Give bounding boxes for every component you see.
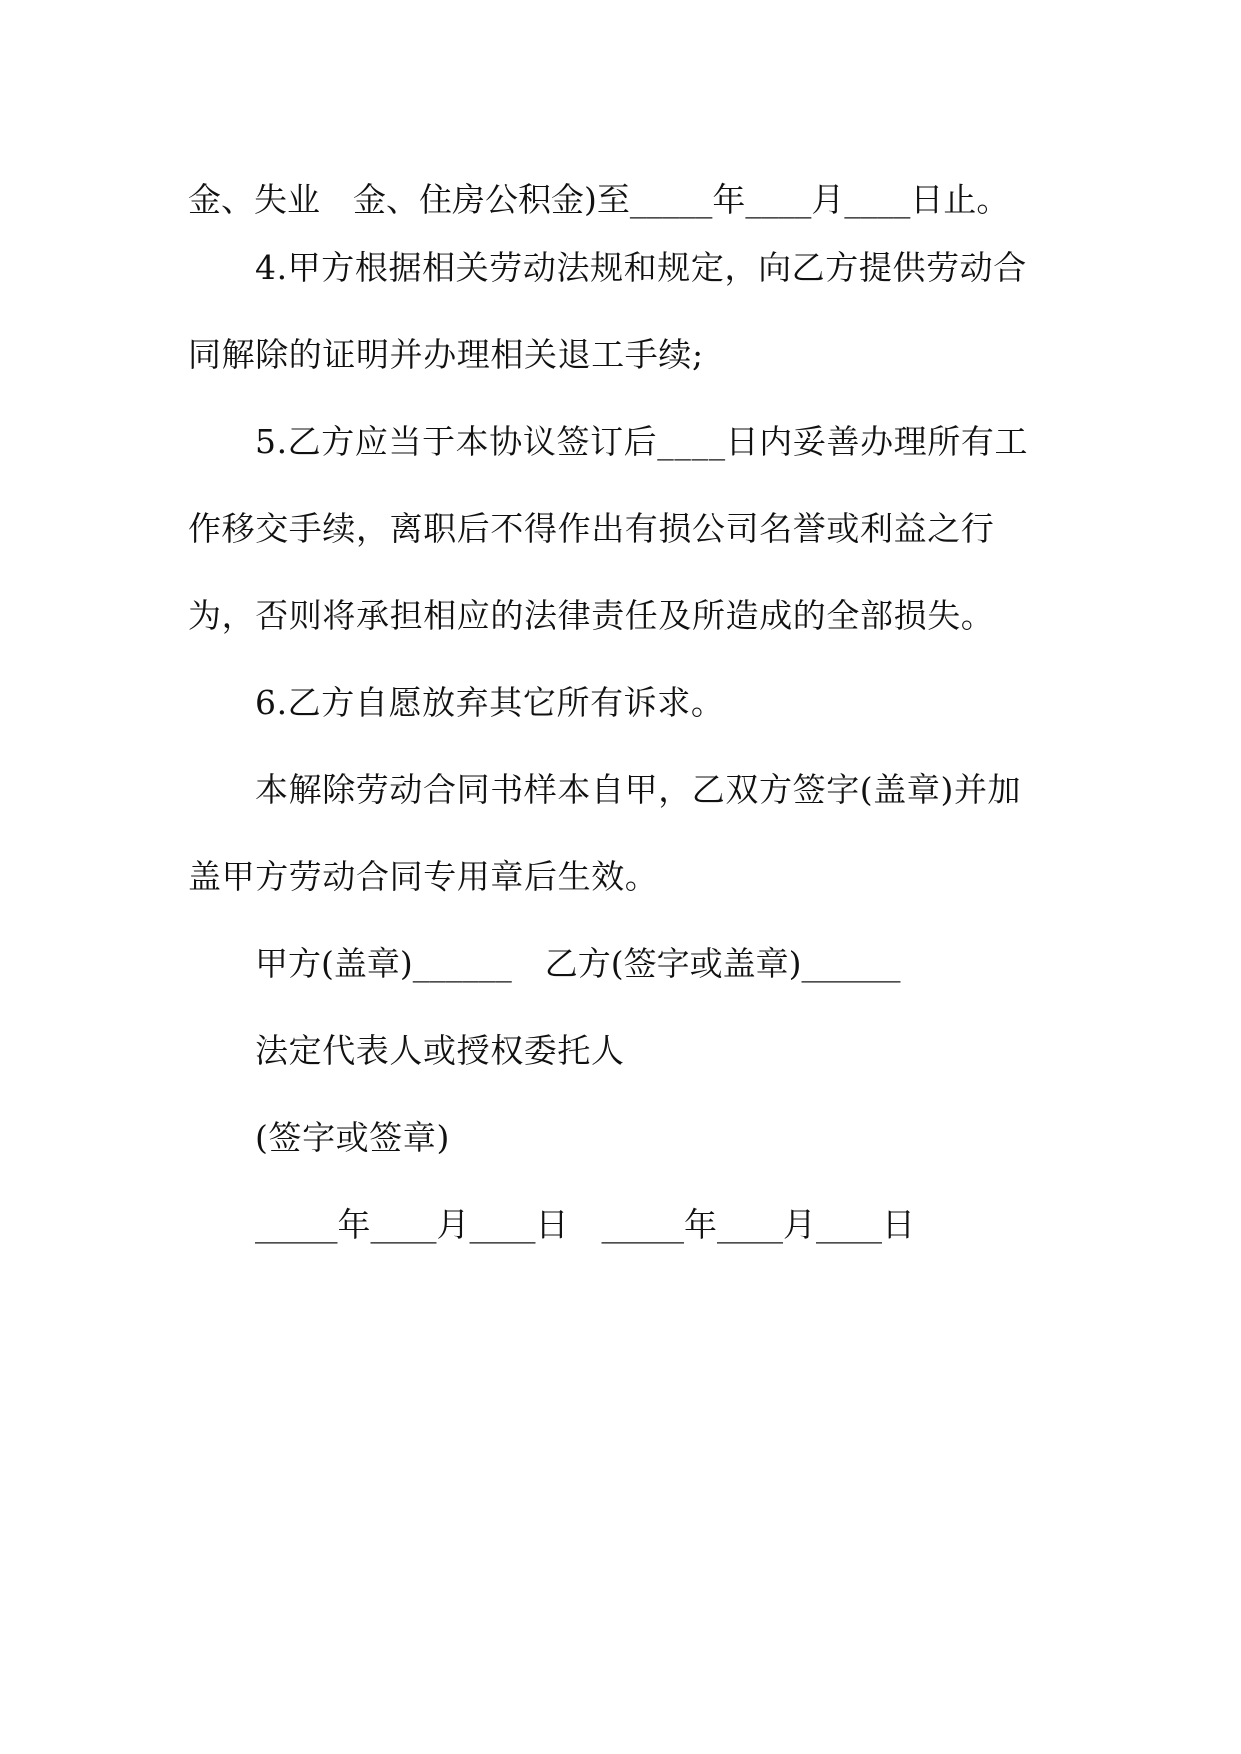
- signature-parties-line: 甲方(盖章)______ 乙方(签字或盖章)______: [255, 944, 901, 983]
- legal-representative-line: 法定代表人或授权委托人: [255, 1031, 625, 1070]
- text-line-clause-4-end: 同解除的证明并办理相关退工手续;: [188, 335, 704, 374]
- signature-or-seal-line: (签字或签章): [255, 1118, 450, 1157]
- text-line-clause-5-end: 为，否则将承担相应的法律责任及所造成的全部损失。: [188, 596, 995, 635]
- signature-date-line: _____年____月____日 _____年____月____日: [255, 1205, 915, 1244]
- text-line-clause-4-start: 4.甲方根据相关劳动法规和规定，向乙方提供劳动合: [255, 248, 1027, 287]
- text-line-effectiveness-start: 本解除劳动合同书样本自甲，乙双方签字(盖章)并加: [255, 770, 1022, 809]
- text-line-clause-5-start: 5.乙方应当于本协议签订后____日内妥善办理所有工: [255, 422, 1029, 461]
- text-line-effectiveness-end: 盖甲方劳动合同专用章后生效。: [188, 857, 659, 896]
- text-line-pension-date: 金、失业 金、住房公积金)至_____年____月____日止。: [188, 180, 1010, 219]
- text-line-clause-6: 6.乙方自愿放弃其它所有诉求。: [255, 683, 725, 722]
- text-line-clause-5-middle: 作移交手续，离职后不得作出有损公司名誉或利益之行: [188, 509, 995, 548]
